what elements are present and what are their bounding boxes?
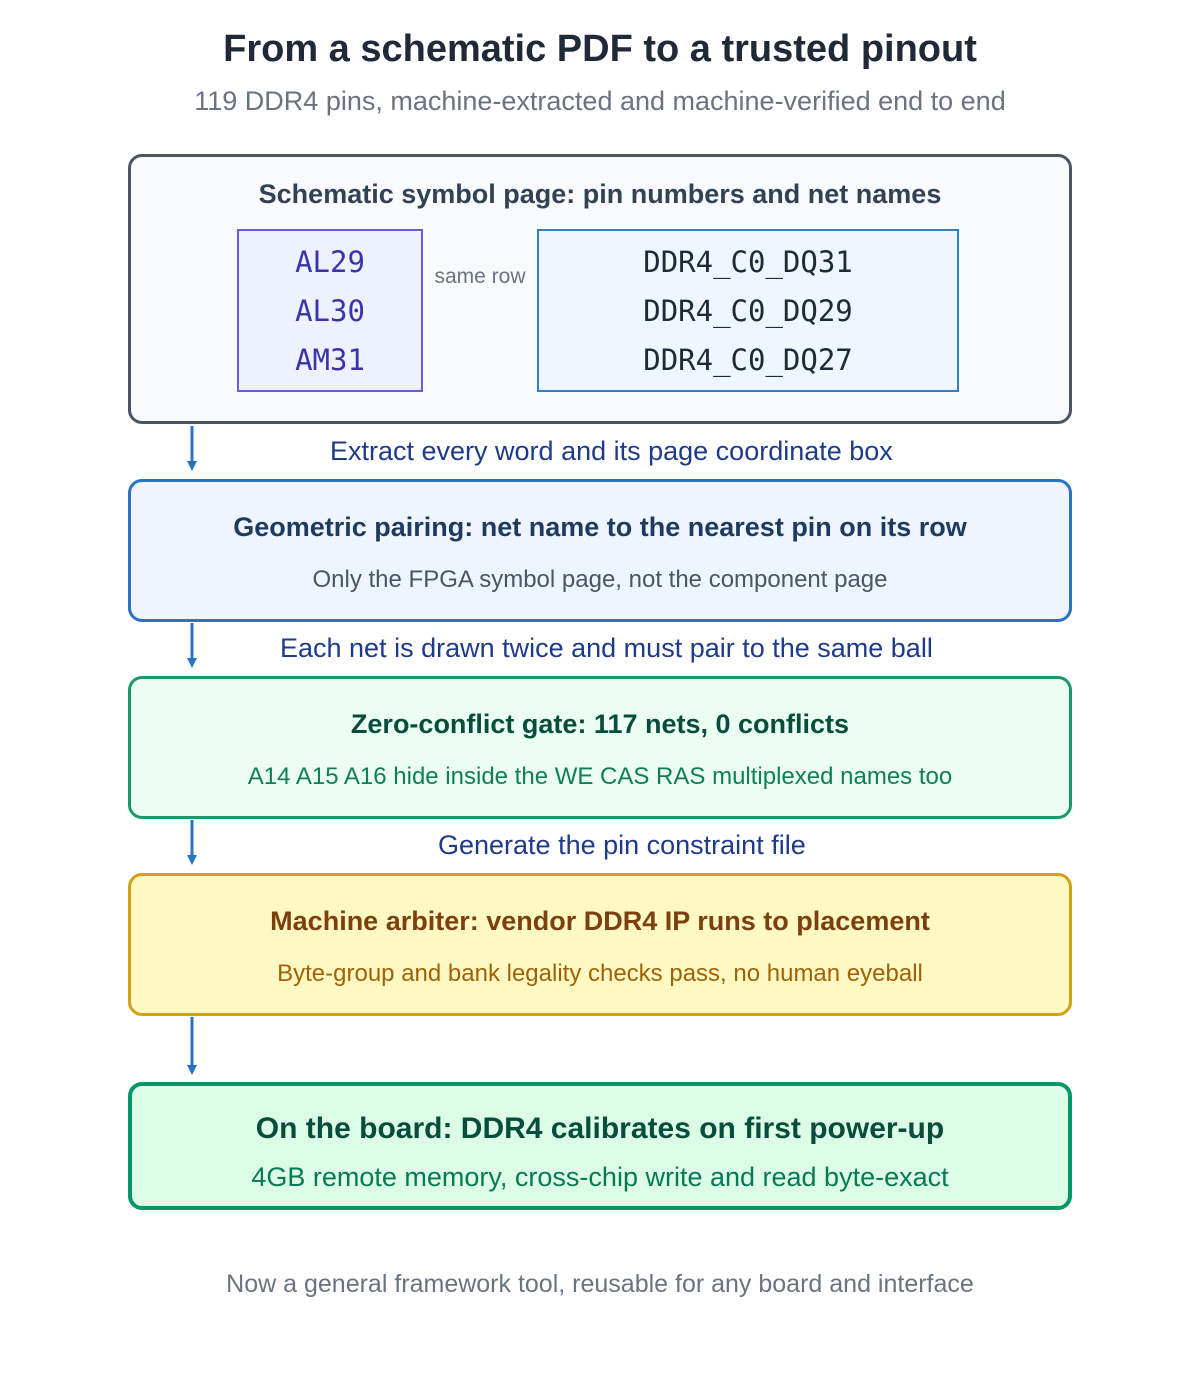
diagram-subtitle: 119 DDR4 pins, machine-extracted and machine-verified end to end (194, 86, 1006, 116)
arrow-head (187, 461, 197, 471)
stage-gate-title: Zero-conflict gate: 117 nets, 0 conflicts (350, 709, 850, 739)
net-name: DDR4_C0_DQ27 (643, 343, 853, 377)
stage-arbiter-subtitle: Byte-group and bank legality checks pass, no human eyeball (277, 960, 923, 987)
edge-label-drawn-twice: Each net is drawn twice and must pair to the same ball (280, 633, 933, 663)
pin-number: AL30 (295, 294, 365, 328)
stage-pairing-title: Geometric pairing: net name to the nearest pin on its row (233, 512, 967, 542)
same-row-label: same row (434, 265, 526, 288)
stage-schematic-title: Schematic symbol page: pin numbers and net names (258, 179, 942, 209)
pin-number: AM31 (295, 343, 365, 377)
footer-note: Now a general framework tool, reusable for any board and interface (226, 1270, 974, 1298)
stage-arbiter-title: Machine arbiter: vendor DDR4 IP runs to placement (270, 906, 930, 936)
diagram-title: From a schematic PDF to a trusted pinout (223, 28, 977, 70)
stage-gate-subtitle: A14 A15 A16 hide inside the WE CAS RAS multiplexed names too (247, 763, 953, 790)
net-name: DDR4_C0_DQ29 (643, 294, 853, 328)
net-name: DDR4_C0_DQ31 (643, 245, 853, 279)
arrow-head (187, 855, 197, 865)
stage-board-subtitle: 4GB remote memory, cross-chip write and read byte-exact (251, 1162, 949, 1192)
stage-board-title: On the board: DDR4 calibrates on first power-up (255, 1112, 945, 1145)
arrow-head (187, 1065, 197, 1075)
arrow-head (187, 658, 197, 668)
pin-number: AL29 (295, 245, 365, 279)
edge-label-generate: Generate the pin constraint file (438, 830, 806, 860)
edge-label-extract: Extract every word and its page coordinate box (330, 436, 893, 466)
stage-pairing-subtitle: Only the FPGA symbol page, not the component page (312, 566, 888, 593)
